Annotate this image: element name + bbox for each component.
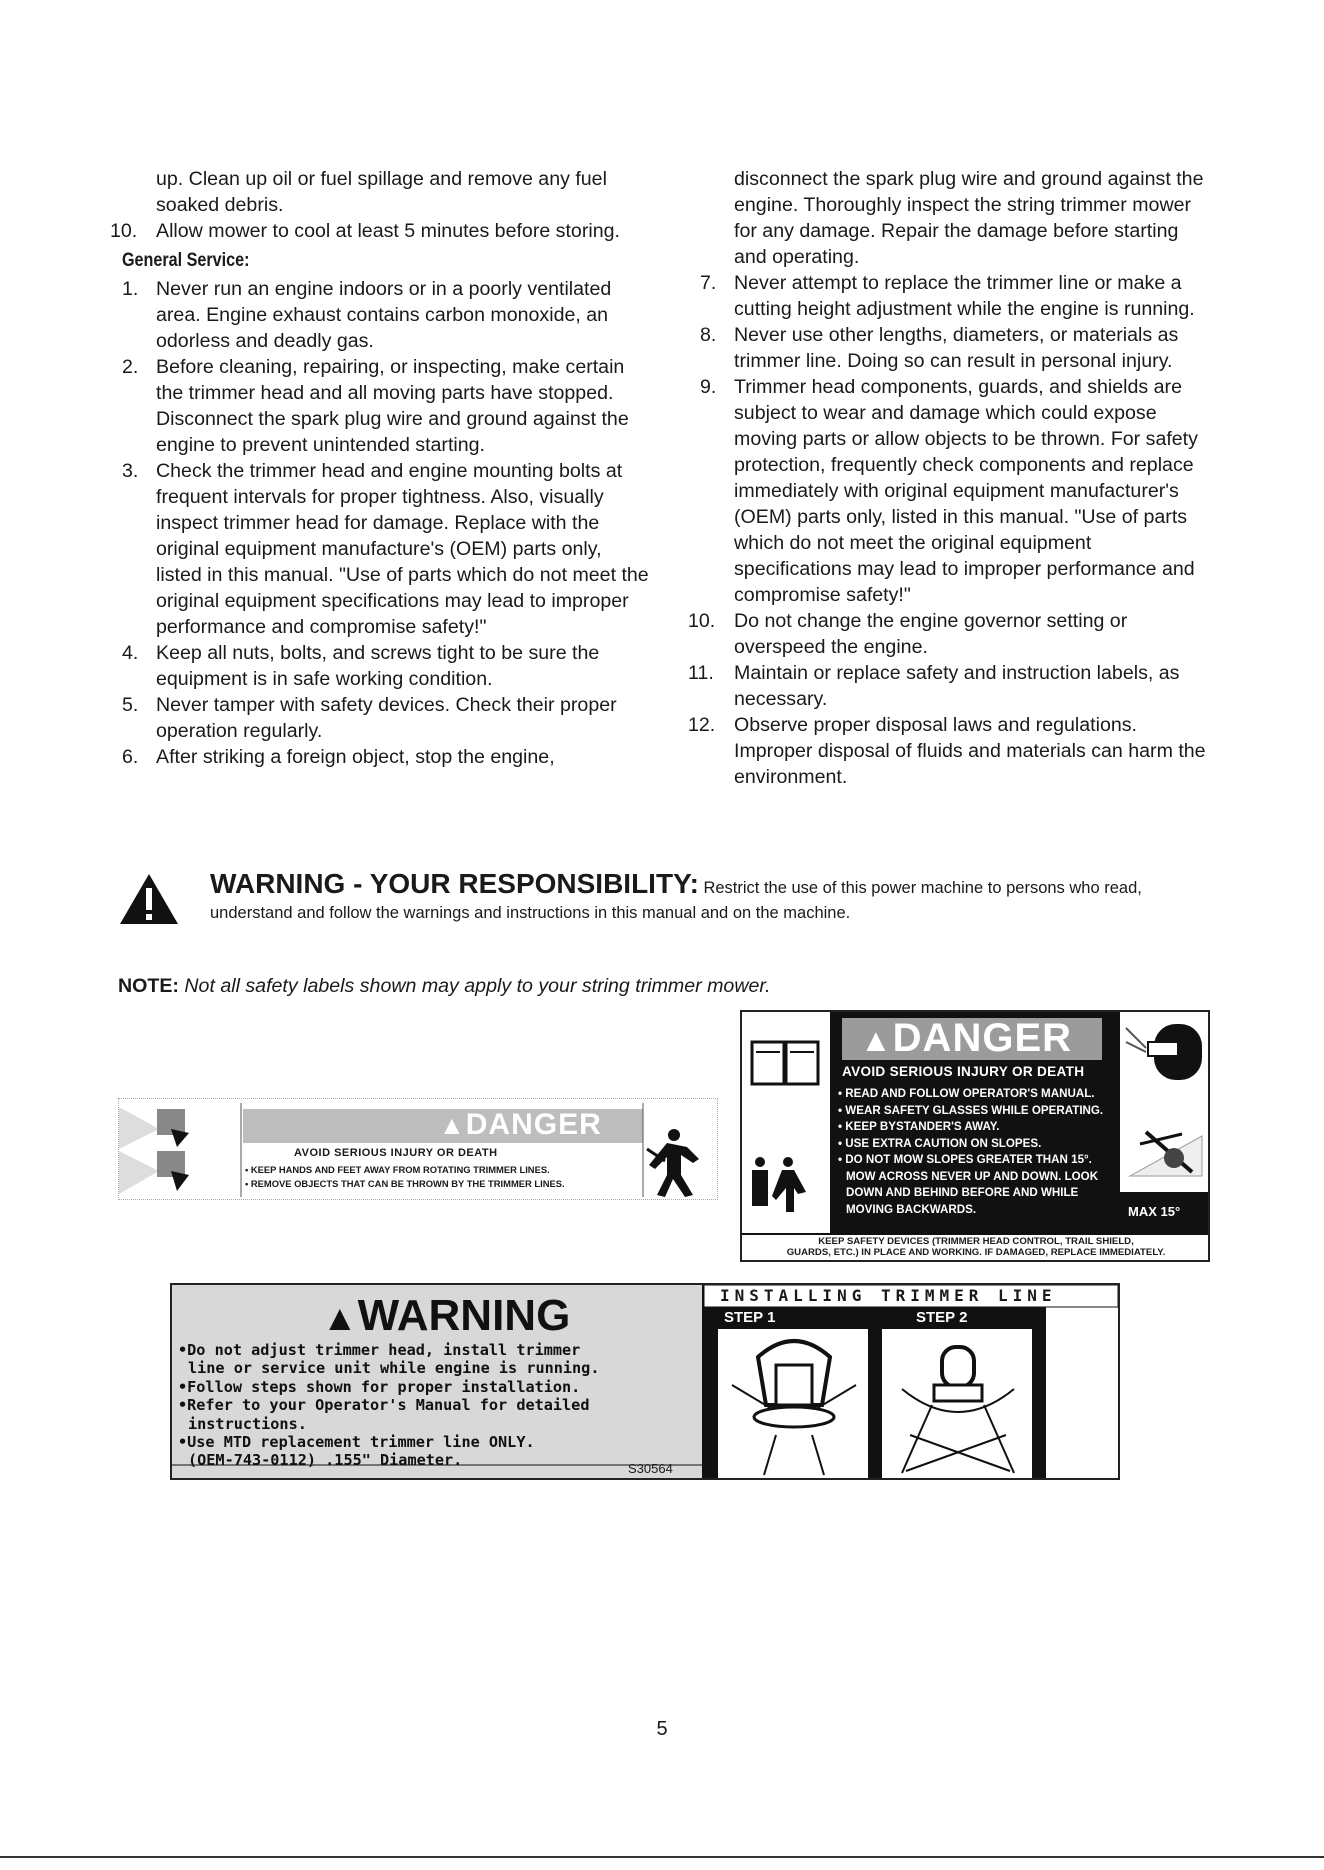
item-text: Never use other lengths, diameters, or materials as trimmer line. Doing so can result in personal injury. [734,324,1179,372]
right-column [688,166,1210,790]
step-2-label: STEP 2 [916,1309,968,1326]
item-number: 4. [122,642,139,664]
hand-icon [119,1107,189,1194]
note-label: NOTE: [118,975,179,997]
item-number: 5. [122,694,139,716]
warning-triangle-icon: ▲ [322,1297,358,1338]
danger-line: • DO NOT MOW SLOPES GREATER THAN 15°. [838,1153,1092,1166]
note [118,975,771,998]
warning-label [170,1283,1120,1480]
item-text: Check the trimmer head and engine mounting bolts at frequent intervals for proper tightness. Also, visually inspect trimmer head for damage. Replace with the original equipment manufacture's (OEM) parts only, listed in this manual. "Use of parts which do not meet the original equipment specifications may lead to improper performance and compromise safety!" [156,460,649,638]
item-text: Never attempt to replace the trimmer line or make a cutting height adjustment while the engine is running. [734,272,1195,320]
continuation-text: disconnect the spark plug wire and ground against the engine. Thoroughly inspect the string trimmer mower for any damage. Repair the damage before starting and operating. [734,168,1204,268]
item-text: Do not change the engine governor setting or overspeed the engine. [734,610,1128,658]
warning-line: •Refer to your Operator's Manual for detailed [178,1396,590,1415]
danger-footer: GUARDS, ETC.) IN PLACE AND WORKING. IF DAMAGED, REPLACE IMMEDIATELY. [786,1247,1166,1258]
bystander-icon [647,1129,699,1197]
warning-line: line or service unit while engine is running. [188,1359,600,1378]
danger-line: • USE EXTRA CAUTION ON SLOPES. [838,1136,1042,1150]
danger-title: DANGER [892,1016,1073,1060]
danger-triangle-icon: ▲ [860,1022,893,1058]
manual-book-icon [752,1042,818,1084]
general-service-list [122,276,652,770]
item-text: Never tamper with safety devices. Check their proper operation regularly. [156,694,617,742]
list-item [122,354,652,458]
section-heading: General Service: [122,250,250,271]
warning-line: •Use MTD replacement trimmer line ONLY. [178,1433,535,1452]
bottom-rule [0,1856,1324,1858]
note-text: Not all safety labels shown may apply to your string trimmer mower. [184,975,771,997]
item-number: 10. [688,610,716,632]
list-item [110,218,652,244]
max-slope: MAX 15° [1128,1204,1181,1219]
list-item [122,640,652,692]
general-service-list-continued [688,270,1210,790]
warning-triangle-icon [118,872,180,926]
list-item [700,322,1210,374]
list-item [122,276,652,354]
item-text: Before cleaning, repairing, or inspecting, make certain the trimmer head and all moving parts have stopped. Disconnect the spark plug wire and ground against the engine to prevent unintended starting. [156,356,629,456]
warning-line: instructions. [188,1414,307,1433]
page-number: 5 [656,1718,668,1740]
list-item [700,270,1210,322]
list-item [700,374,1210,608]
list-item [122,458,652,640]
danger-footer: KEEP SAFETY DEVICES (TRIMMER HEAD CONTROL, TRAIL SHIELD, [818,1236,1134,1247]
list-item [688,608,1210,660]
warning-lines [178,1341,599,1470]
danger-line: MOW ACROSS NEVER UP AND DOWN. LOOK [846,1169,1099,1183]
danger-subtitle: AVOID SERIOUS INJURY OR DEATH [842,1064,1085,1079]
danger-line: MOVING BACKWARDS. [846,1202,977,1216]
item-text: Never run an engine indoors or in a poorly ventilated area. Engine exhaust contains carbon monoxide, an odorless and deadly gas. [156,278,612,352]
danger-subtitle: AVOID SERIOUS INJURY OR DEATH [294,1147,498,1159]
continuation-text: up. Clean up oil or fuel spillage and remove any fuel soaked debris. [156,168,607,216]
danger-triangle-icon: ▲ [439,1110,466,1140]
warning-body: Restrict the use of this power machine to persons who read, [703,879,1142,897]
warning-body-line2: understand and follow the warnings and instructions in this manual and on the machine. [210,904,851,922]
install-title: INSTALLING TRIMMER LINE [720,1286,1057,1305]
list-item [688,660,1210,712]
list-item [122,744,652,770]
danger-line: • KEEP HANDS AND FEET AWAY FROM ROTATING TRIMMER LINES. [245,1164,550,1175]
warning-title: WARNING - YOUR RESPONSIBILITY: [210,868,699,899]
item-number: 6. [122,746,139,768]
part-number: S30564 [628,1461,673,1476]
item-number: 8. [700,324,717,346]
list-item [688,712,1210,790]
item-number: 1. [122,278,139,300]
list-item [122,692,652,744]
danger-line: • WEAR SAFETY GLASSES WHILE OPERATING. [838,1103,1104,1117]
step-1-label: STEP 1 [724,1309,776,1326]
item-number: 9. [700,376,717,398]
left-column [110,166,652,770]
danger-lines [838,1086,1118,1218]
danger-line: • READ AND FOLLOW OPERATOR'S MANUAL. [838,1087,1095,1100]
warning-line: •Do not adjust trimmer head, install trimmer [178,1341,581,1359]
danger-line: DOWN AND BEHIND BEFORE AND WHILE [846,1186,1079,1199]
danger-line: • KEEP BYSTANDER'S AWAY. [838,1120,1000,1133]
danger-line: • REMOVE OBJECTS THAT CAN BE THROWN BY THE TRIMMER LINES. [245,1178,565,1189]
warning-line: (OEM-743-0112) .155" Diameter. [188,1451,463,1470]
item-number: 3. [122,460,139,482]
danger-label-small [118,1098,718,1200]
item-text: Trimmer head components, guards, and shields are subject to wear and damage which could expose moving parts or allow objects to be thrown. For safety protection, frequently check components and replace immediately with original equipment manufacturer's (OEM) parts only, listed in this manual. "Use of parts which do not meet the original equipment specifications may lead to improper performance and compromise safety!" [734,376,1198,606]
item-text: Allow mower to cool at least 5 minutes before storing. [156,220,620,242]
danger-label-large [740,1010,1210,1262]
item-text: Maintain or replace safety and instruction labels, as necessary. [734,662,1180,710]
item-number: 2. [122,356,139,378]
item-number: 12. [688,714,716,736]
item-number: 7. [700,272,717,294]
item-text: Observe proper disposal laws and regulations. Improper disposal of fluids and materials can harm the environment. [734,714,1206,788]
warning-title: WARNING [357,1291,571,1340]
item-number: 11. [688,662,714,684]
warning-line: •Follow steps shown for proper installation. [178,1377,581,1396]
item-number: 10. [110,220,138,242]
item-text: Keep all nuts, bolts, and screws tight to be sure the equipment is in safe working condition. [156,642,600,690]
item-text: After striking a foreign object, stop the engine, [156,746,555,768]
danger-title: DANGER [465,1108,602,1141]
